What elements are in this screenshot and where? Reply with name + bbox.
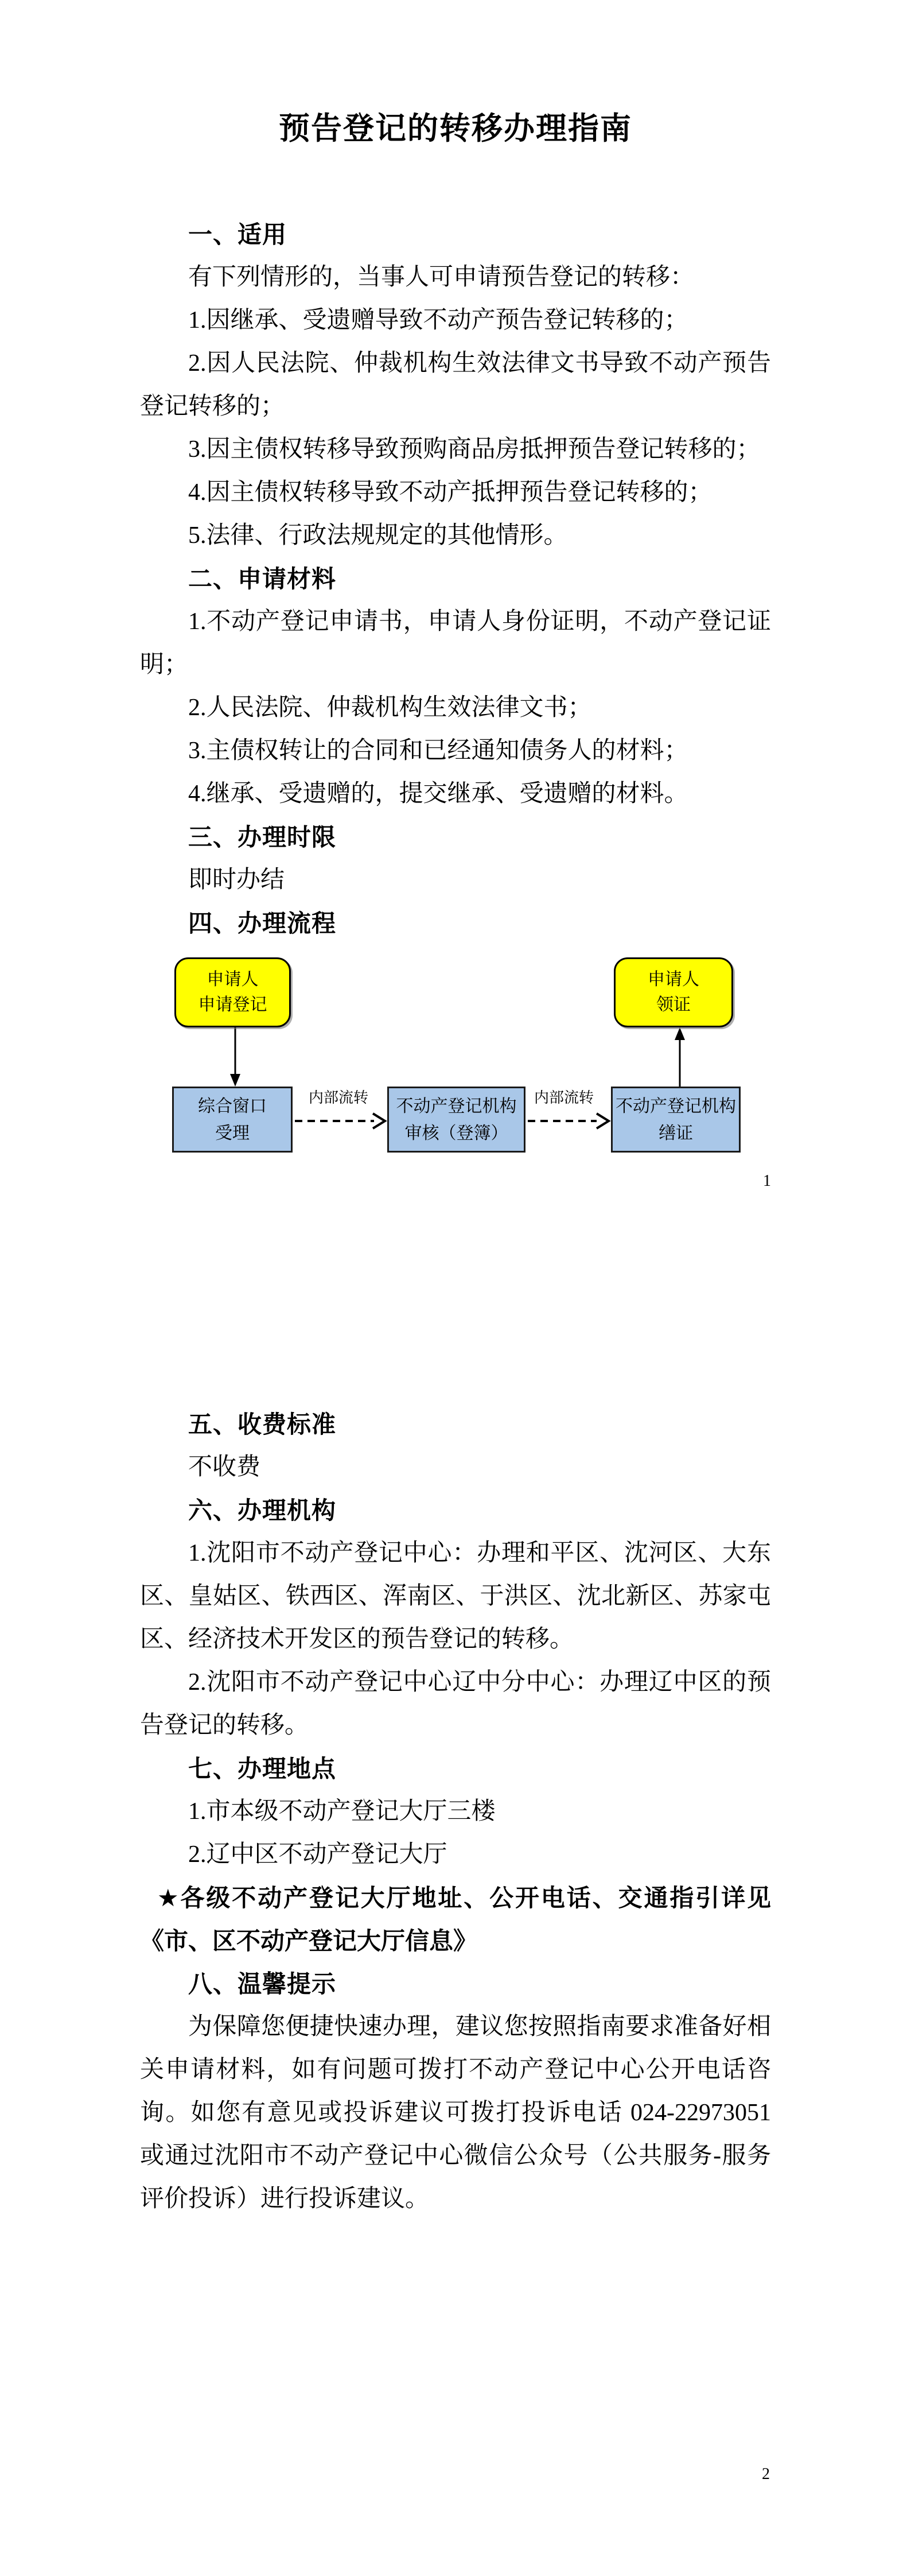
page-1-content bbox=[140, 106, 771, 945]
page-number: 1 bbox=[763, 1172, 771, 1190]
section-heading-process: 四、办理流程 bbox=[188, 910, 337, 937]
document-title: 预告登记的转移办理指南 bbox=[279, 111, 632, 146]
node-text-line: 缮证 bbox=[659, 1123, 693, 1143]
list-item: 2.沈阳市不动产登记中心辽中分中心：办理辽中区的预告登记的转移。 bbox=[140, 1669, 771, 1739]
flow-edge-label: 内部流转 bbox=[534, 1089, 594, 1106]
node-text-line: 申请人 bbox=[207, 970, 259, 989]
node-text-line: 申请登记 bbox=[198, 995, 267, 1014]
list-item: 1.不动产登记申请书，申请人身份证明，不动产登记证明； bbox=[140, 608, 771, 678]
paragraph-intro: 有下列情形的，当事人可申请预告登记的转移： bbox=[188, 264, 695, 290]
list-item: 2.人民法院、仲裁机构生效法律文书； bbox=[188, 695, 592, 721]
paragraph-tips: 为保障您便捷快速办理，建议您按照指南要求准备好相关申请材料，如有问题可拨打不动产登记中心公开电话咨询。如您有意见或投诉建议可拨打投诉电话 024-22973051 或通过沈阳市不动产登记中心微信公众号（公共服务-服务评价投诉）进行投诉建议。 bbox=[140, 2014, 771, 2212]
node-text-line: 领证 bbox=[656, 995, 691, 1014]
flowchart-node-certificate bbox=[611, 1087, 741, 1153]
list-item: 1.市本级不动产登记大厅三楼 bbox=[188, 1798, 496, 1825]
list-item: 3.主债权转让的合同和已经通知债务人的材料； bbox=[188, 738, 688, 764]
paragraph-fees: 不收费 bbox=[188, 1454, 261, 1480]
arrowhead-right-icon bbox=[597, 1114, 609, 1128]
process-flowchart bbox=[0, 947, 911, 1194]
arrowhead-right-icon bbox=[373, 1114, 385, 1128]
arrowhead-down-icon bbox=[230, 1074, 240, 1087]
node-text-line: 不动产登记机构 bbox=[396, 1096, 517, 1116]
paragraph-time-limit: 即时办结 bbox=[188, 867, 285, 893]
section-heading-agencies: 六、办理机构 bbox=[188, 1497, 337, 1524]
flowchart-node-review-record bbox=[387, 1087, 525, 1153]
section-heading-time-limit: 三、办理时限 bbox=[188, 824, 337, 851]
list-item: 1.因继承、受遗赠导致不动产预告登记转移的； bbox=[188, 307, 688, 333]
flowchart-node-applicant-receive bbox=[614, 957, 733, 1027]
section-heading-materials: 二、申请材料 bbox=[188, 565, 337, 592]
node-text-line: 申请人 bbox=[648, 970, 699, 989]
flowchart-node-window-accept bbox=[172, 1087, 293, 1153]
flow-edge-label: 内部流转 bbox=[308, 1089, 368, 1106]
list-item: 3.因主债权转移导致预购商品房抵押预告登记转移的； bbox=[188, 436, 761, 463]
node-text-line: 综合窗口 bbox=[198, 1096, 267, 1116]
node-text-line: 审核（登簿） bbox=[404, 1123, 508, 1143]
list-item: 4.因主债权转移导致不动产抵押预告登记转移的； bbox=[188, 479, 713, 506]
list-item: 5.法律、行政法规规定的其他情形。 bbox=[188, 522, 568, 549]
note-hall-info: ★各级不动产登记大厅地址、公开电话、交通指引详见《市、区不动产登记大厅信息》 bbox=[140, 1884, 771, 1954]
list-item: 2.因人民法院、仲裁机构生效法律文书导致不动产预告登记转移的； bbox=[140, 350, 771, 420]
arrowhead-up-icon bbox=[675, 1027, 685, 1040]
section-heading-locations: 七、办理地点 bbox=[188, 1755, 337, 1782]
section-heading-tips: 八、温馨提示 bbox=[188, 1970, 337, 1997]
section-heading-applicability: 一、适用 bbox=[188, 221, 287, 248]
node-text-line: 不动产登记机构 bbox=[616, 1096, 736, 1116]
page-number: 2 bbox=[762, 2465, 770, 2483]
list-item: 2.辽中区不动产登记大厅 bbox=[188, 1841, 447, 1868]
flowchart-node-applicant-apply bbox=[174, 957, 291, 1027]
section-heading-fees: 五、收费标准 bbox=[188, 1411, 337, 1438]
node-text-line: 受理 bbox=[215, 1123, 250, 1143]
page-2-content bbox=[140, 1403, 771, 2221]
list-item: 1.沈阳市不动产登记中心：办理和平区、沈河区、大东区、皇姑区、铁西区、浑南区、于洪区、沈北新区、苏家屯区、经济技术开发区的预告登记的转移。 bbox=[140, 1540, 771, 1652]
list-item: 4.继承、受遗赠的，提交继承、受遗赠的材料。 bbox=[188, 781, 688, 807]
flowchart-arrows bbox=[0, 947, 911, 1194]
